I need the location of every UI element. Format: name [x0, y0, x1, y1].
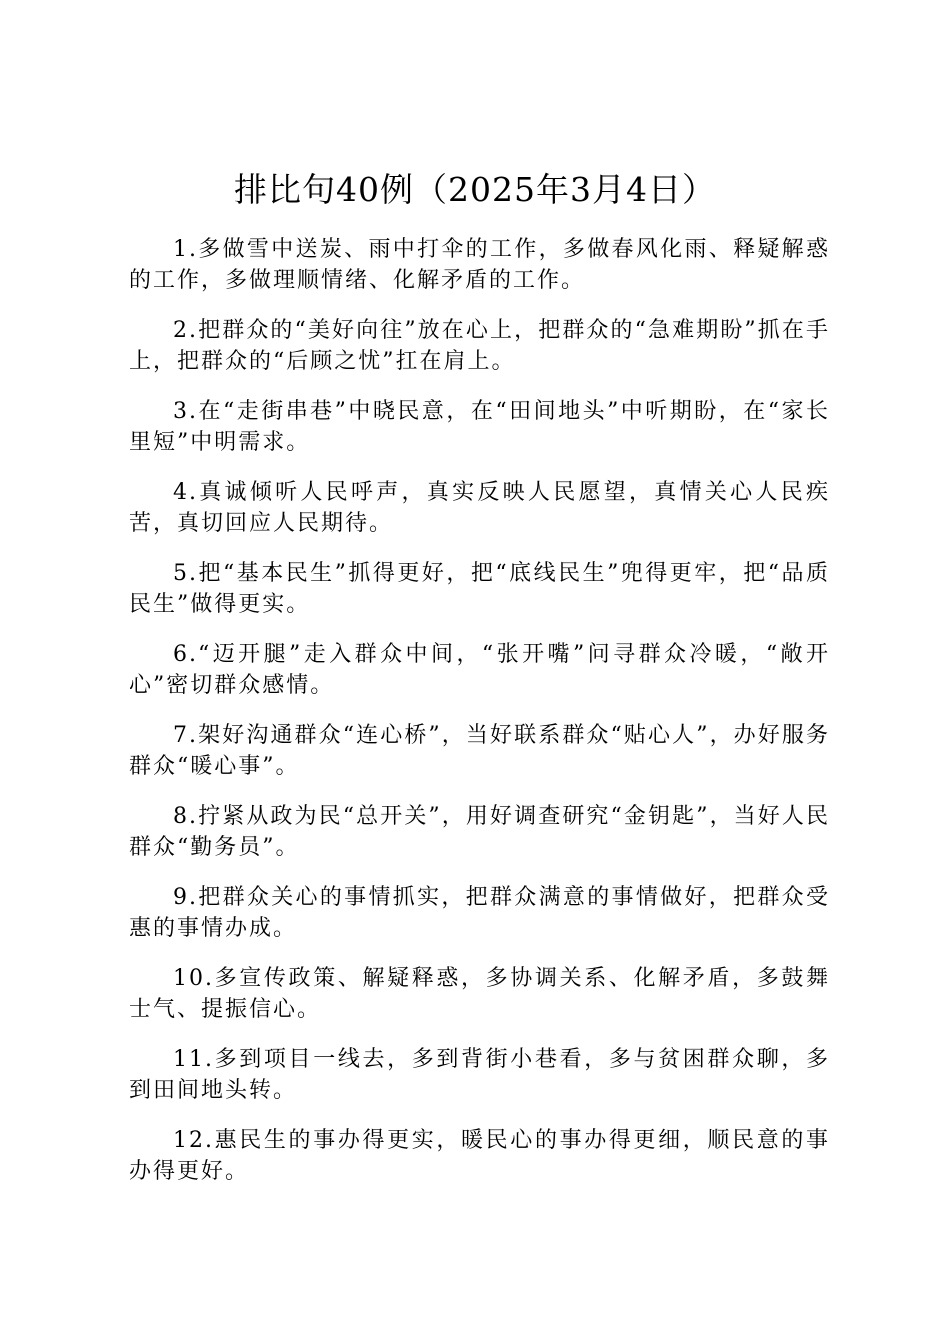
list-item: 2.把群众的“美好向往”放在心上，把群众的“急难期盼”抓在手上，把群众的“后顾之忧”扛在肩上。 [129, 318, 830, 374]
list-item: 1.多做雪中送炭、雨中打伞的工作，多做春风化雨、释疑解惑的工作，多做理顺情绪、化解矛盾的工作。 [129, 237, 830, 293]
list-item: 8.拧紧从政为民“总开关”，用好调查研究“金钥匙”，当好人民群众“勤务员”。 [129, 804, 830, 860]
list-item: 10.多宣传政策、解疑释惑，多协调关系、化解矛盾，多鼓舞士气、提振信心。 [129, 966, 830, 1022]
list-item: 7.架好沟通群众“连心桥”，当好联系群众“贴心人”，办好服务群众“暖心事”。 [129, 723, 830, 779]
list-item: 9.把群众关心的事情抓实，把群众满意的事情做好，把群众受惠的事情办成。 [129, 885, 830, 941]
list-item: 6.“迈开腿”走入群众中间，“张开嘴”问寻群众冷暖，“敞开心”密切群众感情。 [129, 642, 830, 698]
list-item: 5.把“基本民生”抓得更好，把“底线民生”兜得更牢，把“品质民生”做得更实。 [129, 561, 830, 617]
list-item: 4.真诚倾听人民呼声，真实反映人民愿望，真情关心人民疾苦，真切回应人民期待。 [129, 480, 830, 536]
list-item: 12.惠民生的事办得更实，暖民心的事办得更细，顺民意的事办得更好。 [129, 1128, 830, 1184]
document-title: 排比句40例（2025年3月4日） [234, 170, 716, 209]
list-item: 3.在“走街串巷”中晓民意，在“田间地头”中听期盼，在“家长里短”中明需求。 [129, 399, 830, 455]
item-list [129, 234, 830, 1206]
list-item: 11.多到项目一线去，多到背街小巷看，多与贫困群众聊，多到田间地头转。 [129, 1047, 830, 1103]
